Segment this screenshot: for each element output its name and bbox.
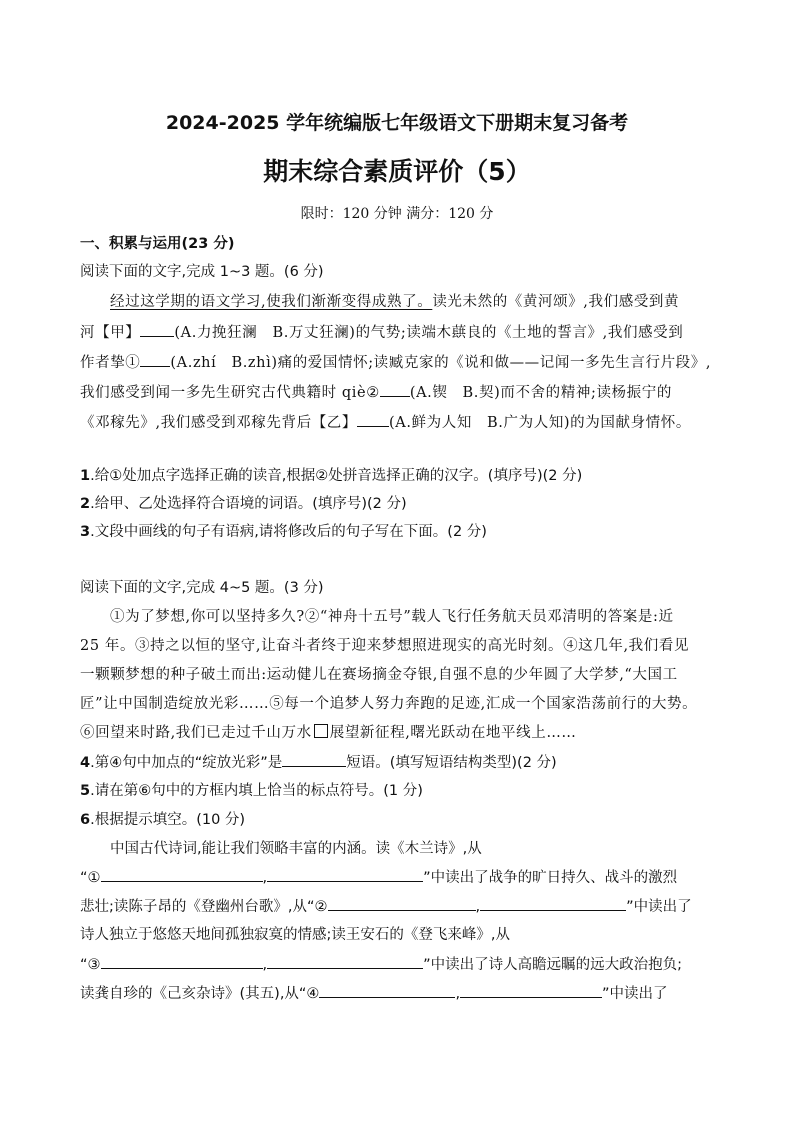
- question-5-text: .请在第⑥句中的方框内填上恰当的标点符号。(1 分): [90, 783, 423, 799]
- passage2-line5-b: 展望新征程,曙光跃动在地平线上……: [329, 725, 577, 741]
- section-heading: 一、积累与运用(23 分): [80, 236, 235, 252]
- passage1-line2: [80, 322, 683, 343]
- passage1-line5-b: (A.鲜为人知 B.广为人知)的为国献身情怀。: [389, 415, 691, 431]
- passage1-line5-a: 《邓稼先》,我们感受到邓稼先背后【乙】: [80, 415, 358, 431]
- question-2-number: 2: [80, 496, 91, 512]
- passage2-line5: [80, 723, 577, 743]
- question-3: [80, 522, 487, 542]
- question-6-text: .根据提示填空。(10 分): [90, 812, 246, 828]
- poem-blank-4a[interactable]: [319, 983, 455, 998]
- question-4-text-a: .第④句中加点的“绽放光彩”是: [90, 755, 283, 771]
- passage2-line1: ①为了梦想,你可以坚持多久?②“神舟十五号”载人飞行任务航天员邓清明的答案是:近: [110, 609, 674, 625]
- question-2: [80, 494, 407, 514]
- question-5-number: 5: [80, 783, 91, 799]
- passage1-line1: [110, 292, 679, 312]
- passage1-line2-a: 河【甲】: [80, 325, 141, 341]
- passage2-line3: 一颗颗梦想的种子破土而出:运动健儿在赛场摘金夺银,自强不息的少年圆了大学梦,“大国工: [80, 667, 678, 683]
- passage1-line1-rest: 读光未然的《黄河颂》,我们感受到黄: [432, 294, 680, 310]
- question-6: [80, 810, 245, 830]
- fill-line-5-a: 读龚自珍的《己亥杂诗》(其五),从“④: [80, 986, 320, 1002]
- passage1-line3: [80, 352, 711, 373]
- exam-series-title: 2024-2025 学年统编版七年级语文下册期末复习备考: [165, 112, 629, 134]
- passage2-intro: 阅读下面的文字,完成 4~5 题。(3 分): [80, 580, 324, 596]
- poem-blank-3a[interactable]: [101, 954, 263, 969]
- passage1-line2-b: (A.力挽狂澜 B.万丈狂澜)的气势;读端木蕻良的《土地的誓言》,我们感受到: [174, 325, 684, 341]
- passage1-line4: [80, 382, 672, 403]
- fill-line-1-comma: ,: [262, 870, 268, 886]
- fill-line-2-b: ”中读出了: [626, 899, 692, 915]
- question-4-text-b: 短语。(填写短语结构类型)(2 分): [346, 755, 557, 771]
- fill-line-4-comma: ,: [262, 957, 268, 973]
- question-4-number: 4: [80, 755, 91, 771]
- blank-yi[interactable]: [357, 412, 389, 427]
- fill-line-1: [80, 867, 677, 888]
- fill-line-2-a: 悲壮;读陈子昂的《登幽州台歌》,从“②: [80, 899, 328, 915]
- question-5: [80, 781, 423, 801]
- fill-line-2: [80, 896, 692, 917]
- fill-line-5-comma: ,: [455, 986, 461, 1002]
- blank-2[interactable]: [380, 382, 410, 397]
- question-1: [80, 466, 582, 486]
- passage1-line5: [80, 412, 691, 433]
- blank-q4[interactable]: [282, 752, 346, 767]
- question-4: [80, 752, 557, 773]
- time-info: 限时：120 分钟 满分：120 分: [300, 206, 494, 222]
- exam-title: 期末综合素质评价（5）: [263, 157, 531, 186]
- passage2-line5-a: ⑥回望来时路,我们已走过千山万水: [80, 725, 312, 741]
- fill-line-4-a: “③: [80, 957, 101, 973]
- question-3-text: .文段中画线的句子有语病,请将修改后的句子写在下面。(2 分): [90, 524, 487, 540]
- question-1-number: 1: [80, 468, 91, 484]
- poem-blank-1b[interactable]: [267, 867, 423, 882]
- fill-line-5: [80, 983, 668, 1004]
- passage1-line3-a: 作者挚①: [80, 355, 141, 371]
- fill-line-5-b: ”中读出了: [602, 986, 668, 1002]
- fill-line-3: 诗人独立于悠悠天地间孤独寂寞的情感;读王安石的《登飞来峰》,从: [80, 927, 510, 943]
- passage1-intro: 阅读下面的文字,完成 1~3 题。(6 分): [80, 264, 324, 280]
- poem-blank-2b[interactable]: [480, 896, 626, 911]
- blank-1[interactable]: [140, 352, 170, 367]
- passage1-line3-b: (A.zhí B.zhì)痛的爱国情怀;读臧克家的《说和做——记闻一多先生言行片段》,: [170, 355, 712, 371]
- passage2-line2: 25 年。③持之以恒的坚守,让奋斗者终于迎来梦想照进现实的高光时刻。④这几年,我们看见: [80, 638, 690, 654]
- passage1-line4-a: 我们感受到闻一多先生研究古代典籍时 qiè②: [80, 385, 380, 401]
- poem-blank-2a[interactable]: [328, 896, 476, 911]
- passage2-line4: 匠”让中国制造绽放光彩……⑤每一个追梦人努力奔跑的足迹,汇成一个国家浩荡前行的大势。: [80, 696, 698, 712]
- fill-intro: 中国古代诗词,能让我们领略丰富的内涵。读《木兰诗》,从: [110, 841, 482, 857]
- question-1-text: .给①处加点字选择正确的读音,根据②处拼音选择正确的汉字。(填序号)(2 分): [90, 468, 583, 484]
- question-2-text: .给甲、乙处选择符合语境的词语。(填序号)(2 分): [90, 496, 407, 512]
- punctuation-box[interactable]: [314, 724, 328, 738]
- blank-jia[interactable]: [140, 322, 174, 337]
- fill-line-2-comma: ,: [475, 899, 481, 915]
- fill-line-1-b: ”中读出了战争的旷日持久、战斗的激烈: [423, 870, 678, 886]
- passage1-line4-b: (A.锲 B.契)而不舍的精神;读杨振宁的: [409, 385, 672, 401]
- underlined-sentence: 经过这学期的语文学习,使我们渐渐变得成熟了。: [110, 294, 433, 310]
- question-3-number: 3: [80, 524, 91, 540]
- poem-blank-4b[interactable]: [460, 983, 602, 998]
- fill-line-4: [80, 954, 682, 975]
- question-6-number: 6: [80, 812, 91, 828]
- fill-line-4-b: ”中读出了诗人高瞻远瞩的远大政治抱负;: [423, 957, 683, 973]
- poem-blank-1a[interactable]: [101, 867, 263, 882]
- poem-blank-3b[interactable]: [267, 954, 423, 969]
- fill-line-1-a: “①: [80, 870, 101, 886]
